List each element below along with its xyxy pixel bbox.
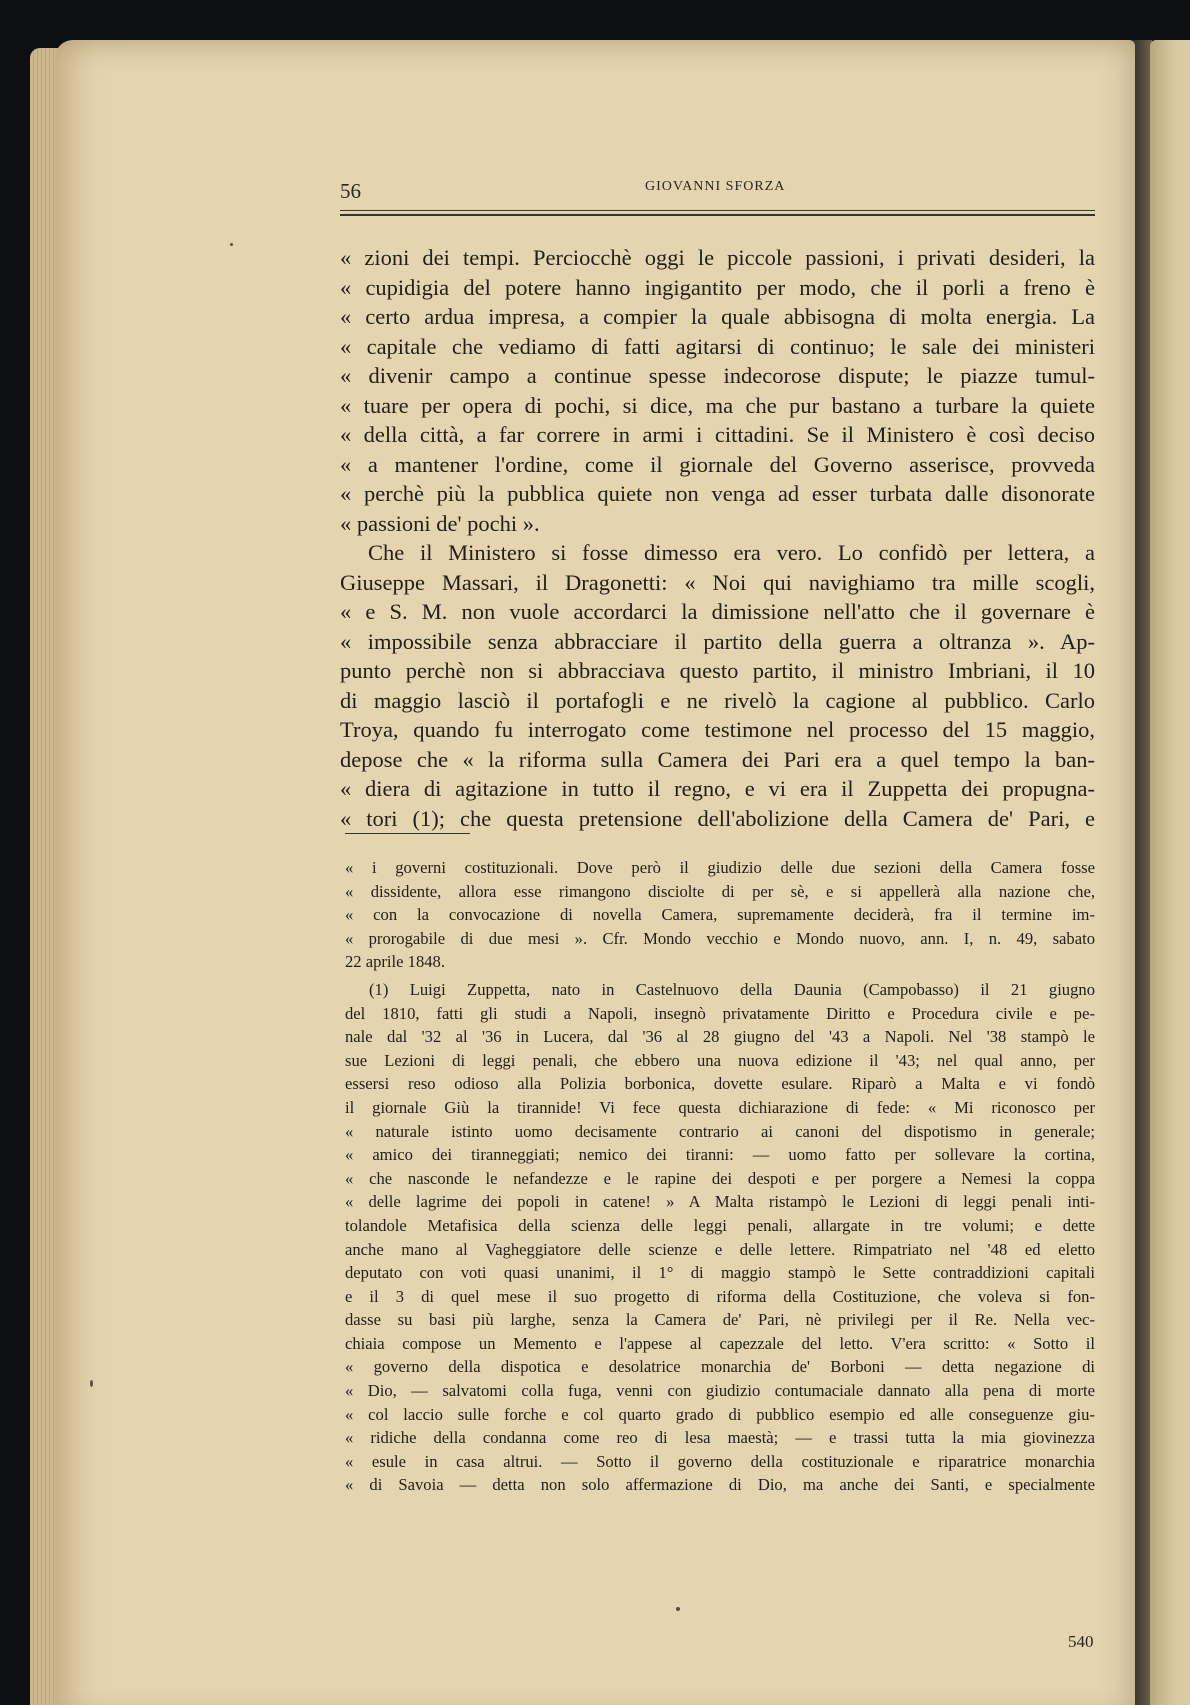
footnote-line: « col laccio sulle forche e col quarto grado di pubblico esempio ed alle conseguenze giu- [345,1404,1095,1424]
footnote-line: « Dio, — salvatomi colla fuga, venni con giudizio contumaciale dannato alla pena di morte [345,1381,1095,1401]
footnote-line: « ridiche della condanna come reo di lesa maestà; — e trassi tutta la mia giovinezza [345,1428,1095,1448]
text-line: « tori (1); che questa pretensione dell'abolizione della Camera de' Pari, e [340,805,1095,831]
footnote-line: (1) Luigi Zuppetta, nato in Castelnuovo della Daunia (Campobasso) il 21 giugno [369,979,1095,999]
footnote-line: « delle lagrime dei popoli in catene! » A Malta ristampò le Lezioni di leggi penali inti- [345,1192,1095,1212]
text-line: « certo ardua impresa, a compier la quale abbisogna di molta energia. La [340,304,1095,329]
text-line: « e S. M. non vuole accordarci la dimissione nell'atto che il governare è [340,599,1095,624]
footnote-line: dasse su basi più larghe, senza la Camera de' Pari, nè privilegi per il Re. Nella vec- [345,1310,1095,1330]
footnote-line: 22 aprile 1848. [345,952,446,972]
footnote-line: « i governi costituzionali. Dove però il giudizio delle due sezioni della Camera fosse [345,858,1095,877]
footnote-line: « di Savoia — detta non solo affermazione di Dio, ma anche dei Santi, e specialmente [345,1475,1095,1495]
page-number: 56 [340,179,361,203]
page-speck [90,1380,93,1387]
footnote-line: del 1810, fatti gli studi a Napoli, insegnò privatamente Diritto e Procedura civile e pe- [345,1003,1095,1023]
footnote-line: « dissidente, allora esse rimangono disciolte di per sè, e si appellerà alla nazione che, [345,881,1095,901]
footnote-line: nale dal '32 al '36 in Lucera, dal '36 al 28 giugno del '43 a Napoli. Nel '38 stampò le [345,1027,1095,1047]
text-line: « diera di agitazione in tutto il regno, e vi era il Zuppetta dei propugna- [340,776,1095,801]
footnote-line: « amico dei tiranneggiati; nemico dei tiranni: — uomo fatto per sollevare la cortina, [345,1145,1095,1165]
text-line: Troya, quando fu interrogato come testimone nel processo del 15 maggio, [340,717,1095,742]
text-line: « cupidigia del potere hanno ingigantito per modo, che il porli a freno è [340,274,1095,300]
main-text [340,243,1095,833]
header-rule-thin [340,210,1095,211]
footnote-line: il giornale Giù la tirannide! Vi fece questa dichiarazione di fede: « Mi riconosco per [345,1097,1095,1117]
text-line: di maggio lasciò il portafogli e ne rivelò la cagione al pubblico. Carlo [340,687,1095,713]
footnote-line: « con la convocazione di novella Camera, supremamente deciderà, fra il termine im- [345,905,1095,925]
footnote-line: « che nasconde le nefandezze e le rapine dei despoti e per porgere a Nemesi la coppa [345,1168,1095,1188]
text-line: « perchè più la pubblica quiete non venga ad esser turbata dalle disonorate [340,481,1095,506]
text-line: « divenir campo a continue spesse indecorose dispute; le piazze tumul- [340,363,1095,388]
footnote-line: sue Lezioni di leggi penali, che ebbero una nuova edizione il '43; nel qual anno, per [345,1050,1095,1070]
text-line: Che il Ministero si fosse dimesso era vero. Lo confidò per lettera, a [368,540,1095,565]
text-line: Giuseppe Massari, il Dragonetti: « Noi qui navighiamo tra mille scogli, [340,569,1095,595]
footnote-line: « governo della dispotica e desolatrice monarchia de' Borboni — detta negazione di [345,1357,1095,1377]
footnote-rule [345,833,470,834]
text-line: « capitale che vediamo di fatti agitarsi di continuo; le sale dei ministeri [340,333,1095,359]
page-speck [230,243,233,246]
running-title: GIOVANNI SFORZA [645,179,786,194]
footnote-line: essersi reso odioso alla Polizia borbonica, dovette esulare. Riparò a Malta e vi fondò [345,1074,1095,1094]
footnote-line: tolandole Metafisica della scienza delle leggi penali, allargate in tre volumi; e dette [345,1215,1095,1235]
footnote-line: « prorogabile di due mesi ». Cfr. Mondo vecchio e Mondo nuovo, ann. I, n. 49, sabato [345,928,1095,948]
text-line: « tuare per opera di pochi, si dice, ma che pur bastano a turbare la quiete [340,392,1095,418]
header-rule-thick [340,214,1095,216]
text-line: « passioni de' pochi ». [340,510,540,536]
footnote-line: anche mano al Vagheggiatore delle scienze e delle lettere. Rimpatriato nel '48 ed eletto [345,1239,1095,1259]
text-line: « della città, a far correre in armi i cittadini. Se il Ministero è così deciso [340,422,1095,447]
footnote-line: e il 3 di quel mese il suo progetto di riforma della Costituzione, che voleva si fon- [345,1286,1095,1306]
page-speck [676,1607,680,1611]
text-line: « impossibile senza abbracciare il partito della guerra a oltranza ». Ap- [340,628,1095,654]
footnote-line: deputato con voti quasi unanimi, il 1° di maggio stampò le Sette contraddizioni capitali [345,1263,1095,1283]
footnotes [345,856,1095,1497]
running-head [340,175,1100,215]
facing-page-edge [1150,40,1190,1705]
text-line: punto perchè non si abbracciava questo partito, il ministro Imbriani, il 10 [340,658,1095,683]
footnote-line: « naturale istinto uomo decisamente contrario ai canoni del dispotismo in generale; [345,1121,1095,1141]
footnote-line: chiaia compose un Memento e l'appese al capezzale del letto. V'era scritto: « Sotto il [345,1333,1095,1353]
text-line: depose che « la riforma sulla Camera dei Pari era a quel tempo la ban- [340,746,1095,772]
text-line: « a mantener l'ordine, come il giornale del Governo asserisce, provveda [340,451,1095,477]
footnote-line: « esule in casa altrui. — Sotto il governo della costituzionale e riparatrice monarchia [345,1451,1095,1471]
text-line: « zioni dei tempi. Perciocchè oggi le piccole passioni, i privati desideri, la [340,245,1095,270]
signature-mark: 540 [1068,1632,1094,1651]
